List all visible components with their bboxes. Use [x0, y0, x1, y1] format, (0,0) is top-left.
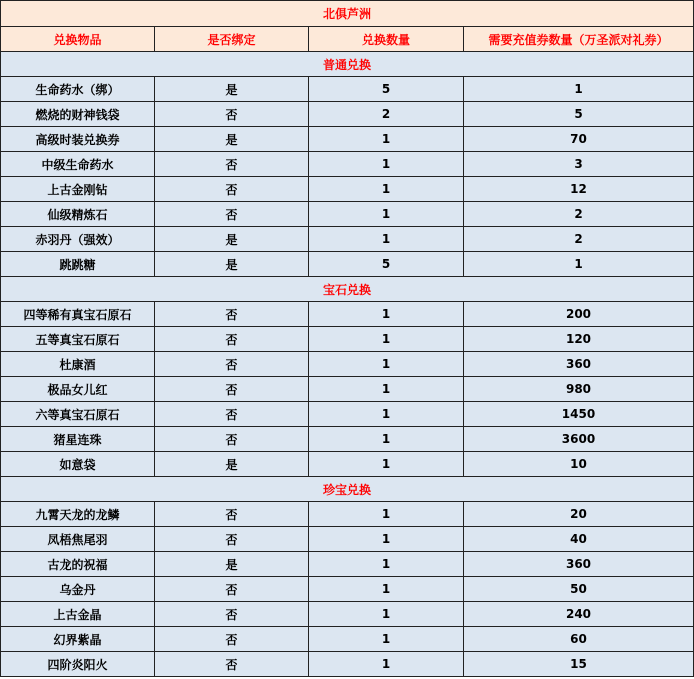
quantity-cell: 1: [309, 427, 464, 452]
table-row: [1, 252, 694, 277]
table-row: [1, 577, 694, 602]
cost-cell: 360: [464, 352, 694, 377]
item-name-cell: 六等真宝石原石: [1, 402, 155, 427]
table-row: [1, 552, 694, 577]
header-row: [1, 27, 694, 52]
bound-cell: 否: [155, 527, 309, 552]
item-name-cell: 幻界紫晶: [1, 627, 155, 652]
item-name-cell: 古龙的祝福: [1, 552, 155, 577]
item-name-cell: 九霄天龙的龙鳞: [1, 502, 155, 527]
quantity-cell: 1: [309, 527, 464, 552]
quantity-cell: 5: [309, 252, 464, 277]
quantity-cell: 1: [309, 377, 464, 402]
cost-cell: 3: [464, 152, 694, 177]
bound-cell: 否: [155, 502, 309, 527]
quantity-cell: 1: [309, 227, 464, 252]
table-row: [1, 227, 694, 252]
quantity-cell: 1: [309, 202, 464, 227]
bound-cell: 否: [155, 602, 309, 627]
cost-cell: 3600: [464, 427, 694, 452]
cost-cell: 20: [464, 502, 694, 527]
cost-cell: 70: [464, 127, 694, 152]
bound-cell: 否: [155, 177, 309, 202]
table-row: [1, 327, 694, 352]
quantity-cell: 1: [309, 627, 464, 652]
table-row: [1, 402, 694, 427]
section-title: 宝石兑换: [1, 277, 694, 302]
section-row: [1, 52, 694, 77]
cost-cell: 5: [464, 102, 694, 127]
header-bound: 是否绑定: [155, 27, 309, 52]
cost-cell: 60: [464, 627, 694, 652]
table-row: [1, 427, 694, 452]
table-row: [1, 127, 694, 152]
item-name-cell: 乌金丹: [1, 577, 155, 602]
bound-cell: 否: [155, 377, 309, 402]
table-row: [1, 352, 694, 377]
quantity-cell: 1: [309, 577, 464, 602]
cost-cell: 50: [464, 577, 694, 602]
bound-cell: 否: [155, 152, 309, 177]
bound-cell: 否: [155, 352, 309, 377]
table-row: [1, 527, 694, 552]
quantity-cell: 1: [309, 602, 464, 627]
bound-cell: 否: [155, 202, 309, 227]
cost-cell: 10: [464, 452, 694, 477]
item-name-cell: 生命药水（绑）: [1, 77, 155, 102]
quantity-cell: 1: [309, 302, 464, 327]
quantity-cell: 1: [309, 502, 464, 527]
cost-cell: 1450: [464, 402, 694, 427]
bound-cell: 是: [155, 452, 309, 477]
title-row: [1, 1, 694, 27]
quantity-cell: 1: [309, 402, 464, 427]
item-name-cell: 四阶炎阳火: [1, 652, 155, 677]
quantity-cell: 1: [309, 652, 464, 677]
cost-cell: 2: [464, 202, 694, 227]
bound-cell: 否: [155, 102, 309, 127]
table-row: [1, 652, 694, 677]
bound-cell: 否: [155, 402, 309, 427]
item-name-cell: 燃烧的财神钱袋: [1, 102, 155, 127]
header-item: 兑换物品: [1, 27, 155, 52]
item-name-cell: 高级时装兑换券: [1, 127, 155, 152]
table-row: [1, 152, 694, 177]
bound-cell: 否: [155, 577, 309, 602]
cost-cell: 200: [464, 302, 694, 327]
bound-cell: 是: [155, 127, 309, 152]
bound-cell: 是: [155, 252, 309, 277]
table-row: [1, 202, 694, 227]
quantity-cell: 1: [309, 177, 464, 202]
item-name-cell: 五等真宝石原石: [1, 327, 155, 352]
item-name-cell: 上古金刚钻: [1, 177, 155, 202]
header-quantity: 兑换数量: [309, 27, 464, 52]
item-name-cell: 凤梧焦尾羽: [1, 527, 155, 552]
header-cost: 需要充值券数量（万圣派对礼券）: [464, 27, 694, 52]
quantity-cell: 2: [309, 102, 464, 127]
cost-cell: 240: [464, 602, 694, 627]
section-row: [1, 277, 694, 302]
item-name-cell: 杜康酒: [1, 352, 155, 377]
bound-cell: 否: [155, 427, 309, 452]
item-name-cell: 仙级精炼石: [1, 202, 155, 227]
exchange-table-body: [1, 1, 694, 677]
table-row: [1, 377, 694, 402]
bound-cell: 是: [155, 227, 309, 252]
cost-cell: 120: [464, 327, 694, 352]
quantity-cell: 5: [309, 77, 464, 102]
item-name-cell: 猪星连珠: [1, 427, 155, 452]
section-title: 普通兑换: [1, 52, 694, 77]
section-title: 珍宝兑换: [1, 477, 694, 502]
table-row: [1, 627, 694, 652]
quantity-cell: 1: [309, 152, 464, 177]
cost-cell: 15: [464, 652, 694, 677]
quantity-cell: 1: [309, 352, 464, 377]
item-name-cell: 跳跳糖: [1, 252, 155, 277]
item-name-cell: 四等稀有真宝石原石: [1, 302, 155, 327]
item-name-cell: 极品女儿红: [1, 377, 155, 402]
table-title: 北俱芦洲: [1, 1, 694, 27]
cost-cell: 12: [464, 177, 694, 202]
cost-cell: 360: [464, 552, 694, 577]
item-name-cell: 如意袋: [1, 452, 155, 477]
table-row: [1, 452, 694, 477]
quantity-cell: 1: [309, 552, 464, 577]
bound-cell: 否: [155, 327, 309, 352]
cost-cell: 1: [464, 252, 694, 277]
table-row: [1, 77, 694, 102]
table-row: [1, 302, 694, 327]
bound-cell: 是: [155, 77, 309, 102]
cost-cell: 2: [464, 227, 694, 252]
quantity-cell: 1: [309, 327, 464, 352]
quantity-cell: 1: [309, 452, 464, 477]
cost-cell: 40: [464, 527, 694, 552]
table-row: [1, 502, 694, 527]
bound-cell: 否: [155, 627, 309, 652]
bound-cell: 否: [155, 652, 309, 677]
table-row: [1, 602, 694, 627]
quantity-cell: 1: [309, 127, 464, 152]
cost-cell: 1: [464, 77, 694, 102]
table-row: [1, 177, 694, 202]
bound-cell: 否: [155, 302, 309, 327]
item-name-cell: 赤羽丹（强效）: [1, 227, 155, 252]
item-name-cell: 中级生命药水: [1, 152, 155, 177]
bound-cell: 是: [155, 552, 309, 577]
section-row: [1, 477, 694, 502]
item-name-cell: 上古金晶: [1, 602, 155, 627]
cost-cell: 980: [464, 377, 694, 402]
table-row: [1, 102, 694, 127]
